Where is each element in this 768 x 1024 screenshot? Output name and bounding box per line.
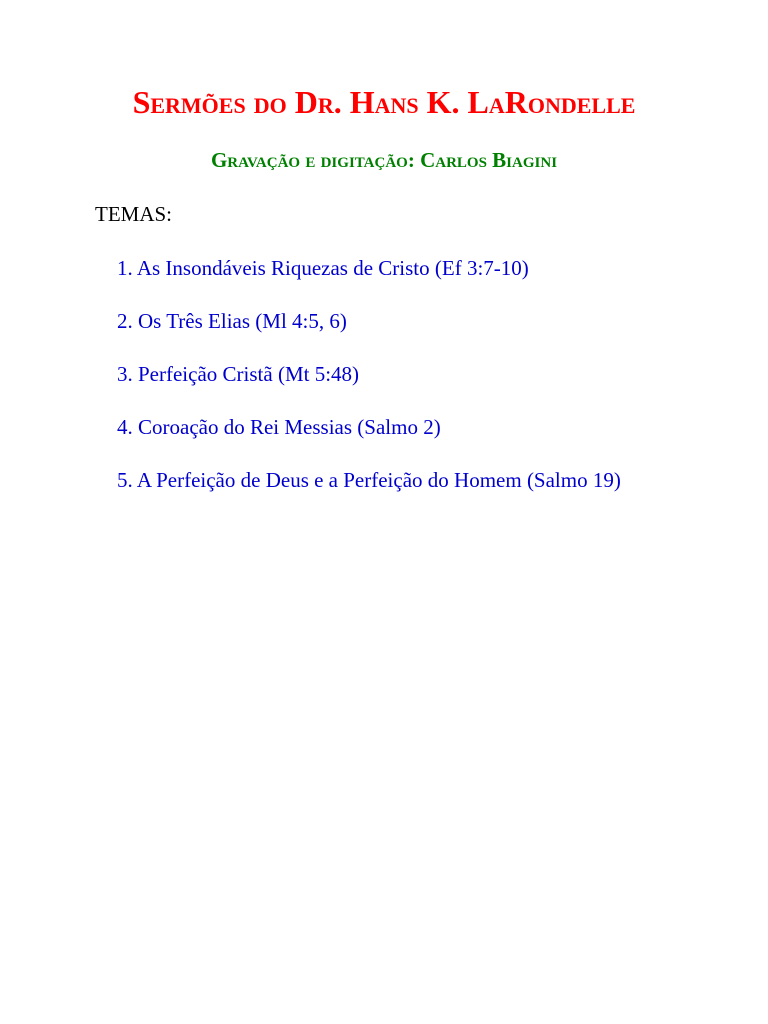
themes-list: [117, 254, 621, 519]
themes-heading: TEMAS:: [95, 202, 173, 226]
recording-credit: Gravação e digitação: Carlos Biagini: [210, 148, 558, 172]
theme-item[interactable]: 3. Perfeição Cristã (Mt 5:48): [117, 362, 360, 386]
theme-item[interactable]: 1. As Insondáveis Riquezas de Cristo (Ef 3:7-10): [117, 256, 529, 280]
theme-item[interactable]: 2. Os Três Elias (Ml 4:5, 6): [117, 309, 347, 333]
theme-item[interactable]: 5. A Perfeição de Deus e a Perfeição do Homem (Salmo 19): [117, 468, 621, 492]
theme-item[interactable]: 4. Coroação do Rei Messias (Salmo 2): [117, 415, 441, 439]
document-title: Sermões do Dr. Hans K. LaRondelle: [132, 84, 636, 120]
